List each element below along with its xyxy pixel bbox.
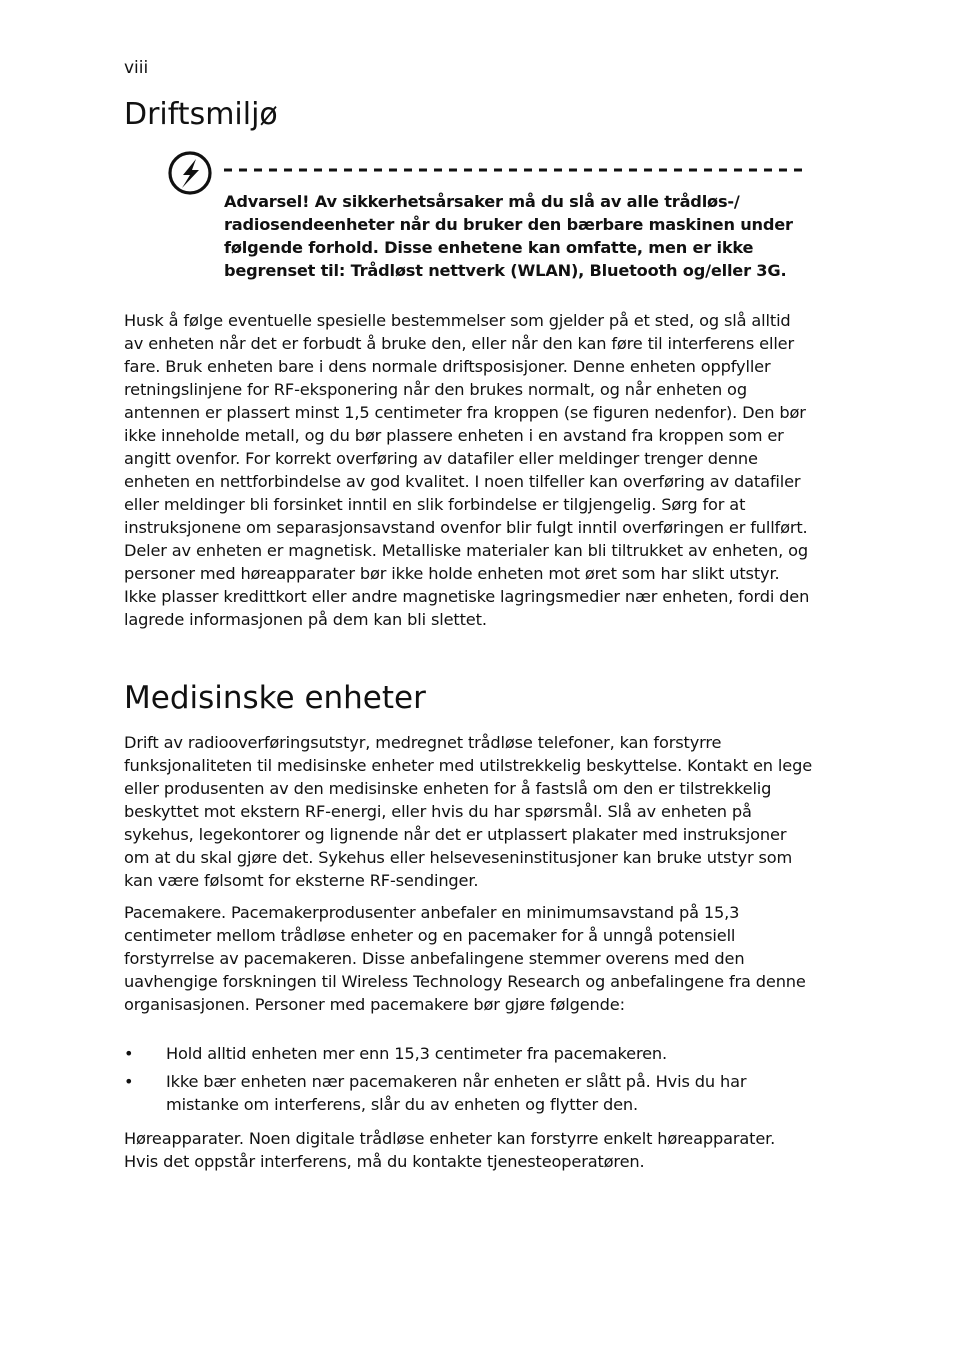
- bullet-text: Ikke bær enheten nær pacemakeren når enheten er slått på. Hvis du har mistanke om interferens, slår du av enheten og flytter den.: [166, 1072, 747, 1114]
- pacemaker-text: Pacemakerprodusenter anbefaler en minimumsavstand på 15,3 centimeter mellom trådløse enheter og en pacemaker for å unngå potensiell forstyrrelse av pacemakeren. Disse anbefalingene stemmer overens med den uavhengige forskningen til Wireless Technology Research og anbefalingene fra denne organisasjonen. Personer med pacemakere bør gjøre følgende:: [124, 903, 806, 1014]
- driftsmiljo-paragraph: Husk å følge eventuelle spesielle bestemmelser som gjelder på et sted, og slå alltid av enheten når det er forbudt å bruke den, eller når den kan føre til interferens eller fare. Bruk enheten bare i dens normale driftsposisjoner. Denne enheten oppfyller retningslinjene for RF-eksponering når den brukes normalt, og når enheten og antennen er plassert minst 1,5 centimeter fra kroppen (se figuren nedenfor). Den bør ikke inneholde metall, og du bør plassere enheten i en avstand fra kroppen som er angitt ovenfor. For korrekt overføring av datafiler eller meldinger trenger denne enheten en nettforbindelse av god kvalitet. I noen tilfeller kan overføring av datafiler eller meldinger bli forsinket inntil en slik forbindelse er tilgjengelig. Sørg for at instruksjonene om separasjonsavstand ovenfor blir fulgt inntil overføringen er fullført. Deler av enheten er magnetisk. Metalliske materialer kan bli tiltrukket av enheten, og personer med høreapparater bør ikke holde enheten mot øret som har slikt utstyr. Ikke plasser kredittkort eller andre magnetiske lagringsmedier nær enheten, fordi den lagrede informasjonen på dem kan bli slettet.: [124, 311, 810, 629]
- hearing-paragraph: [124, 1127, 814, 1173]
- pacemaker-lead: Pacemakere.: [124, 903, 227, 922]
- bullet-icon: •: [124, 1044, 134, 1063]
- hearing-text: Noen digitale trådløse enheter kan forstyrre enkelt høreapparater. Hvis det oppstår interferens, må du kontakte tjenesteoperatøren.: [124, 1129, 776, 1171]
- warning-text: Advarsel! Av sikkerhetsårsaker må du slå av alle trådløs-/ radiosendeenheter når du bruker den bærbare maskinen under følgende forhold. Disse enhetene kan omfatte, men er ikke begrenset til: Trådløst nettverk (WLAN), Bluetooth og/eller 3G.: [224, 192, 793, 280]
- section-title-medisinske-enheter: Medisinske enheter: [124, 680, 426, 716]
- hearing-lead: Høreapparater.: [124, 1129, 244, 1148]
- bullet-text: Hold alltid enheten mer enn 15,3 centimeter fra pacemakeren.: [166, 1044, 668, 1063]
- section-title-driftsmiljo: Driftsmiljø: [124, 97, 278, 132]
- warning-divider: [224, 168, 809, 172]
- list-item: [124, 1042, 814, 1065]
- lightning-warning-icon: [167, 150, 213, 196]
- medisinske-paragraph: Drift av radiooverføringsutstyr, medregnet trådløse telefoner, kan forstyrre funksjonaliteten til medisinske enheter med utilstrekkelig beskyttelse. Kontakt en lege eller produsenten av den medisinske enheten for å fastslå om den er tilstrekkelig beskyttet mot ekstern RF-energi, eller hvis du har spørsmål. Slå av enheten på sykehus, legekontorer og lignende når det er utplassert plakater med instruksjoner om at du skal gjøre det. Sykehus eller helseveseninstitusjoner kan bruke utstyr som kan være følsomt for eksterne RF-sendinger.: [124, 733, 812, 890]
- list-item: [124, 1070, 814, 1116]
- page-number: viii: [124, 58, 149, 78]
- bullet-icon: •: [124, 1072, 134, 1091]
- pacemaker-bullet-list: [124, 1042, 814, 1121]
- pacemaker-paragraph: [124, 901, 814, 1016]
